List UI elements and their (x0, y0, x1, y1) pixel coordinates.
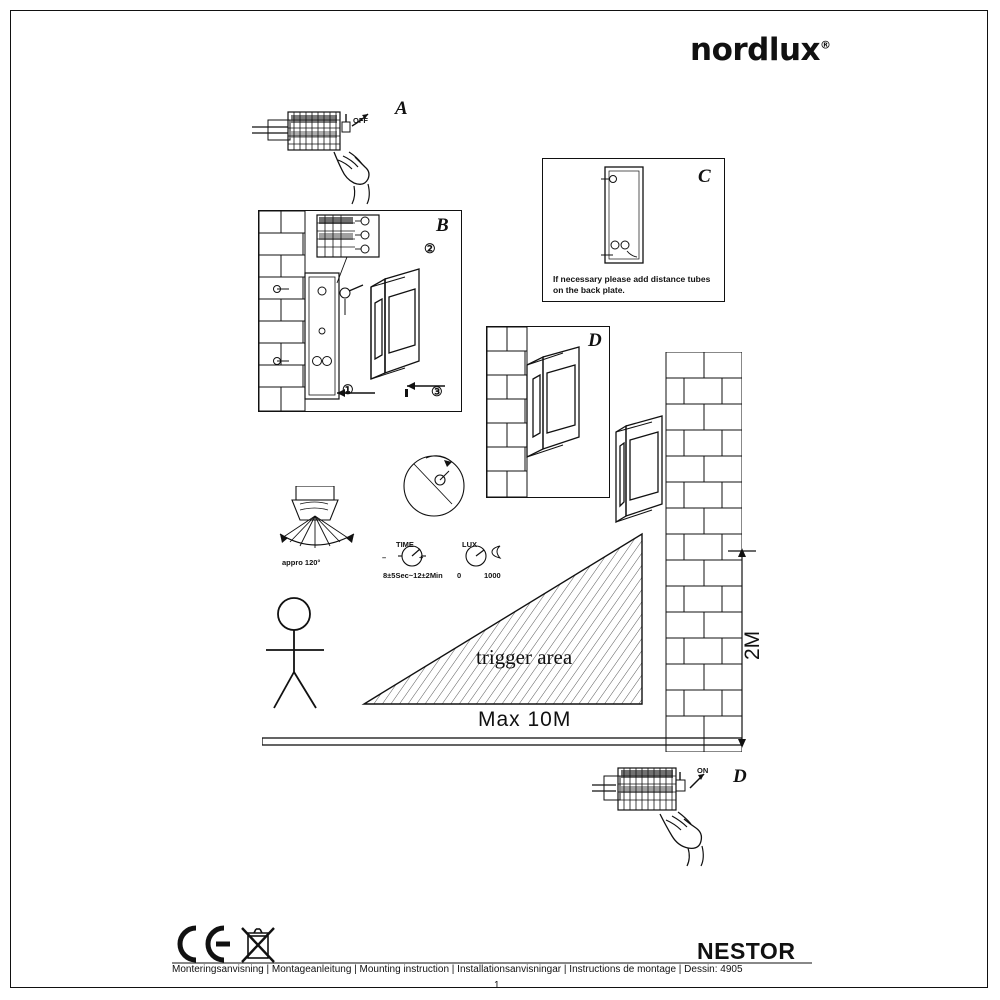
mount-height-label: 2M (741, 630, 764, 660)
sensor-head-diagram (270, 486, 370, 556)
sensor-angle-label: appro 120° (282, 558, 321, 567)
brand-logo (690, 32, 831, 68)
panel-d-wall-label: D (588, 330, 602, 351)
brand-trademark: ® (820, 38, 831, 52)
panel-c-caption (553, 274, 723, 297)
panel-d-wall-diagram (487, 327, 609, 497)
panel-c-diagram (543, 159, 723, 269)
person-figure (262, 596, 352, 716)
trigger-area-label: trigger area (476, 645, 573, 669)
panel-b-step-1: ① (342, 382, 354, 397)
lux-label: LUX (462, 540, 477, 549)
page-number: 1 (494, 980, 500, 991)
time-range-label: 8±5Sec~12±2Min (383, 571, 443, 580)
panel-a-switch-state: OFF (353, 116, 368, 125)
page-border (10, 10, 988, 988)
product-name: NESTOR (697, 938, 796, 964)
panel-d-switch-label: D (733, 766, 747, 787)
trigger-area-cone (360, 528, 660, 713)
lux-max-label: 1000 (484, 571, 501, 580)
lux-min-label: 0 (457, 571, 462, 580)
time-label: TIME (396, 540, 414, 549)
sensor-adjust-diagram (400, 450, 470, 520)
ground-line (262, 736, 742, 748)
panel-b-step-2: ② (424, 241, 436, 256)
footer-languages: Monteringsanvisning | Montageanleitung | Mounting instruction | Installationsanvisningar | Instructions de montage | Dessin: 4905 (172, 964, 743, 975)
panel-a-label: A (395, 98, 408, 119)
compliance-marks (168, 922, 278, 966)
max-distance-label: Max 10M (478, 708, 572, 731)
time-plus-label: + (419, 553, 424, 562)
panel-c-caption-line-2: on the back plate. (553, 285, 625, 296)
panel-b-label: B (436, 215, 449, 236)
brand-name: nordlux (690, 32, 821, 68)
time-minus-label: – (382, 553, 387, 562)
panel-c-caption-line-1: If necessary please add distance tubes (553, 274, 711, 284)
panel-d-switch-state: ON (697, 766, 709, 775)
panel-c-label: C (698, 166, 711, 187)
panel-b-step-3: ③ (431, 384, 443, 399)
